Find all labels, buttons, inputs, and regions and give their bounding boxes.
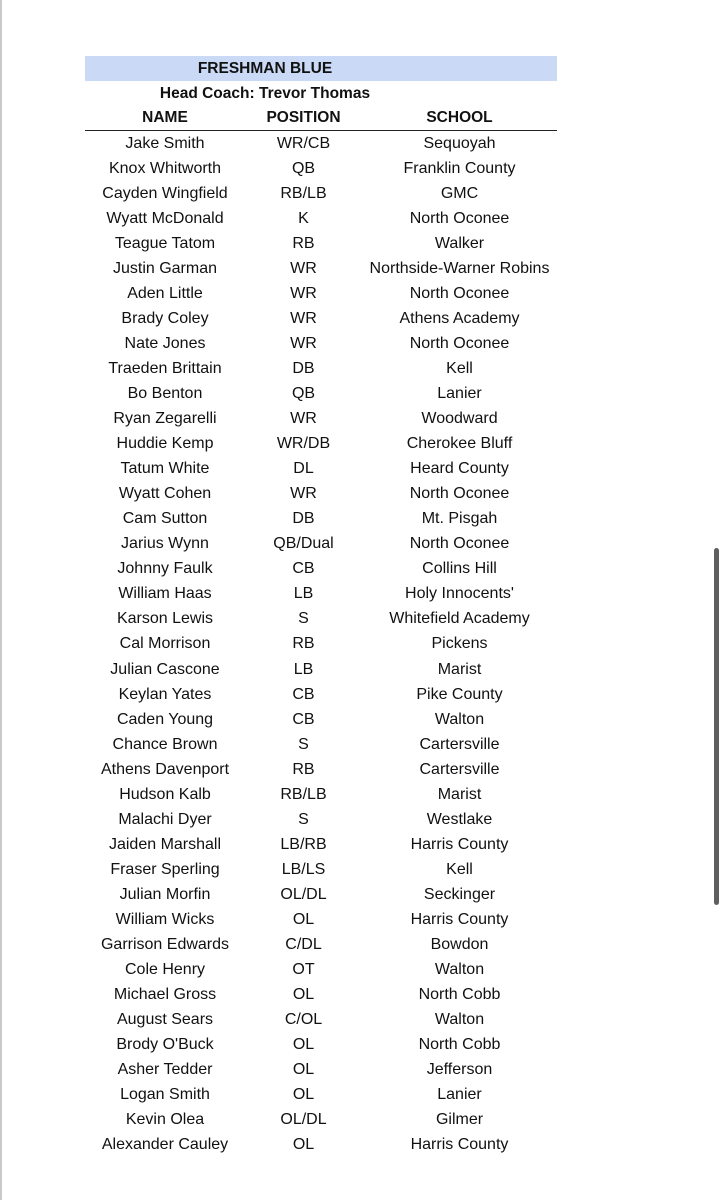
table-row <box>85 983 557 1008</box>
player-name-cell: Alexander Cauley <box>101 1136 229 1154</box>
table-row <box>85 907 557 932</box>
player-school-cell: Cartersville <box>419 760 500 778</box>
player-school-cell: Seckinger <box>423 885 496 903</box>
player-name-cell: Kevin Olea <box>125 1111 205 1129</box>
column-header-name: NAME <box>142 109 188 126</box>
player-school-cell: Cartersville <box>419 735 500 753</box>
player-school-cell: Sequoyah <box>423 134 496 152</box>
player-position-cell: S <box>298 610 309 628</box>
table-row <box>85 532 557 557</box>
table-row <box>85 607 557 632</box>
table-row <box>85 432 557 457</box>
player-school-cell: North Oconee <box>409 485 510 503</box>
table-row <box>85 181 557 206</box>
table-row <box>85 356 557 381</box>
table-row <box>85 1033 557 1058</box>
table-row <box>85 457 557 482</box>
player-name-cell: Cole Henry <box>124 961 206 979</box>
player-position-cell: WR <box>290 259 317 277</box>
player-name-cell: Huddie Kemp <box>116 435 214 453</box>
page-left-edge <box>0 0 2 1200</box>
table-row <box>85 882 557 907</box>
table-row <box>85 1108 557 1133</box>
player-name-cell: Bo Benton <box>127 384 203 402</box>
player-name-cell: Knox Whitworth <box>108 159 222 177</box>
player-name-cell: Logan Smith <box>120 1086 210 1104</box>
player-school-cell: Gilmer <box>435 1111 484 1129</box>
table-row <box>85 632 557 657</box>
table-row <box>85 1008 557 1033</box>
player-school-cell: Pike County <box>416 685 503 703</box>
player-name-cell: Asher Tedder <box>117 1061 213 1079</box>
table-row <box>85 857 557 882</box>
table-row <box>85 807 557 832</box>
player-position-cell: DL <box>293 460 314 478</box>
player-name-cell: Caden Young <box>116 710 214 728</box>
table-row <box>85 782 557 807</box>
player-school-cell: Jefferson <box>426 1061 493 1079</box>
player-school-cell: North Oconee <box>409 209 510 227</box>
player-name-cell: Cal Morrison <box>119 635 211 653</box>
table-row <box>85 231 557 256</box>
player-position-cell: CB <box>292 685 315 703</box>
player-name-cell: William Wicks <box>115 910 215 928</box>
coach-row <box>85 81 557 106</box>
player-position-cell: QB/Dual <box>273 535 334 553</box>
player-name-cell: Brady Coley <box>121 309 209 327</box>
table-row <box>85 306 557 331</box>
column-header-position: POSITION <box>266 109 341 126</box>
player-position-cell: OL <box>292 1061 315 1079</box>
player-school-cell: North Oconee <box>409 284 510 302</box>
player-name-cell: Julian Cascone <box>110 660 220 678</box>
player-position-cell: LB <box>293 660 314 678</box>
player-position-cell: DB <box>292 510 315 528</box>
team-title: FRESHMAN BLUE <box>197 59 333 77</box>
player-school-cell: Heard County <box>410 460 509 478</box>
player-position-cell: LB <box>293 585 314 603</box>
player-name-cell: Nate Jones <box>124 334 206 352</box>
player-name-cell: Cam Sutton <box>122 510 208 528</box>
player-name-cell: Karson Lewis <box>116 610 214 628</box>
player-name-cell: William Haas <box>118 585 212 603</box>
player-name-cell: Brody O'Buck <box>116 1036 214 1054</box>
column-header-school: SCHOOL <box>426 109 493 126</box>
player-school-cell: Walton <box>434 710 485 728</box>
player-position-cell: RB <box>292 635 315 653</box>
player-position-cell: OL <box>292 1036 315 1054</box>
player-position-cell: CB <box>292 710 315 728</box>
player-school-cell: Walker <box>434 234 485 252</box>
table-row <box>85 832 557 857</box>
player-position-cell: RB <box>292 234 315 252</box>
player-school-cell: Whitefield Academy <box>389 610 530 628</box>
player-position-cell: WR <box>290 334 317 352</box>
player-name-cell: Aden Little <box>127 284 203 302</box>
table-row <box>85 331 557 356</box>
player-school-cell: Kell <box>446 860 473 878</box>
player-name-cell: Cayden Wingfield <box>102 184 228 202</box>
player-name-cell: Traeden Brittain <box>108 359 222 377</box>
player-position-cell: RB <box>292 760 315 778</box>
player-name-cell: Johnny Faulk <box>117 560 213 578</box>
player-school-cell: GMC <box>440 184 479 202</box>
player-school-cell: Northside-Warner Robins <box>369 259 550 277</box>
player-school-cell: Collins Hill <box>422 560 497 578</box>
player-name-cell: Malachi Dyer <box>118 810 212 828</box>
player-school-cell: Lanier <box>437 384 482 402</box>
player-position-cell: LB/RB <box>280 835 327 853</box>
table-row <box>85 933 557 958</box>
vertical-scrollbar[interactable] <box>714 548 719 905</box>
player-school-cell: North Cobb <box>418 1036 501 1054</box>
player-position-cell: OL <box>292 1086 315 1104</box>
player-position-cell: C/DL <box>285 936 322 954</box>
player-school-cell: Franklin County <box>403 159 516 177</box>
team-title-band <box>85 56 557 81</box>
player-name-cell: Athens Davenport <box>100 760 230 778</box>
player-position-cell: OL <box>292 910 315 928</box>
player-name-cell: Fraser Sperling <box>110 860 220 878</box>
player-position-cell: LB/LS <box>281 860 326 878</box>
player-name-cell: Jake Smith <box>125 134 205 152</box>
player-position-cell: K <box>298 209 309 227</box>
table-row <box>85 131 557 156</box>
player-name-cell: Hudson Kalb <box>119 785 211 803</box>
table-row <box>85 507 557 532</box>
roster-sheet <box>85 56 557 1158</box>
table-row <box>85 206 557 231</box>
player-school-cell: Holy Innocents' <box>405 585 514 603</box>
player-position-cell: OL <box>292 1136 315 1154</box>
player-position-cell: S <box>298 810 309 828</box>
player-position-cell: WR/CB <box>276 134 331 152</box>
table-row <box>85 1133 557 1158</box>
player-name-cell: Wyatt McDonald <box>106 209 224 227</box>
table-row <box>85 557 557 582</box>
player-school-cell: North Oconee <box>409 334 510 352</box>
player-name-cell: Julian Morfin <box>119 885 211 903</box>
player-position-cell: OL <box>292 986 315 1004</box>
table-row <box>85 707 557 732</box>
head-coach-label: Head Coach: Trevor Thomas <box>159 84 371 102</box>
table-row <box>85 1083 557 1108</box>
table-row <box>85 958 557 983</box>
player-name-cell: Michael Gross <box>113 986 217 1004</box>
player-name-cell: Jarius Wynn <box>121 535 209 553</box>
player-school-cell: Harris County <box>410 910 509 928</box>
player-position-cell: RB/LB <box>280 184 327 202</box>
player-school-cell: Marist <box>437 785 482 803</box>
player-school-cell: Mt. Pisgah <box>421 510 498 528</box>
player-name-cell: Teague Tatom <box>114 234 216 252</box>
player-position-cell: OL/DL <box>280 885 327 903</box>
player-name-cell: Wyatt Cohen <box>118 485 212 503</box>
player-school-cell: Lanier <box>437 1086 482 1104</box>
player-position-cell: WR <box>290 485 317 503</box>
table-row <box>85 407 557 432</box>
player-name-cell: Keylan Yates <box>118 685 212 703</box>
player-name-cell: Justin Garman <box>112 259 218 277</box>
player-position-cell: QB <box>291 159 316 177</box>
player-position-cell: OT <box>292 961 315 979</box>
player-position-cell: OL/DL <box>280 1111 327 1129</box>
player-name-cell: August Sears <box>116 1011 214 1029</box>
player-school-cell: North Cobb <box>418 986 501 1004</box>
table-row <box>85 381 557 406</box>
player-name-cell: Jaiden Marshall <box>108 835 222 853</box>
table-row <box>85 657 557 682</box>
roster-table-body <box>85 131 557 1158</box>
player-position-cell: WR <box>290 309 317 327</box>
player-school-cell: North Oconee <box>409 535 510 553</box>
table-header <box>85 106 557 131</box>
table-row <box>85 281 557 306</box>
player-position-cell: WR/DB <box>276 435 331 453</box>
table-row <box>85 256 557 281</box>
player-school-cell: Harris County <box>410 1136 509 1154</box>
player-school-cell: Marist <box>437 660 482 678</box>
player-school-cell: Kell <box>446 359 473 377</box>
table-row <box>85 732 557 757</box>
player-name-cell: Ryan Zegarelli <box>113 410 217 428</box>
player-school-cell: Cherokee Bluff <box>406 435 513 453</box>
table-row <box>85 156 557 181</box>
player-position-cell: C/OL <box>284 1011 323 1029</box>
player-position-cell: RB/LB <box>280 785 327 803</box>
player-position-cell: QB <box>291 384 316 402</box>
player-school-cell: Woodward <box>421 410 498 428</box>
player-school-cell: Bowdon <box>430 936 489 954</box>
player-school-cell: Westlake <box>426 810 493 828</box>
player-school-cell: Athens Academy <box>399 309 520 327</box>
player-school-cell: Walton <box>434 1011 485 1029</box>
player-school-cell: Harris County <box>410 835 509 853</box>
player-school-cell: Pickens <box>431 635 488 653</box>
table-row <box>85 1058 557 1083</box>
player-school-cell: Walton <box>434 961 485 979</box>
table-row <box>85 482 557 507</box>
player-name-cell: Tatum White <box>120 460 210 478</box>
player-position-cell: CB <box>292 560 315 578</box>
table-row <box>85 582 557 607</box>
player-position-cell: DB <box>292 359 315 377</box>
player-position-cell: WR <box>290 410 317 428</box>
player-name-cell: Garrison Edwards <box>100 936 230 954</box>
player-position-cell: S <box>298 735 309 753</box>
player-name-cell: Chance Brown <box>112 735 218 753</box>
player-position-cell: WR <box>290 284 317 302</box>
table-row <box>85 757 557 782</box>
table-row <box>85 682 557 707</box>
